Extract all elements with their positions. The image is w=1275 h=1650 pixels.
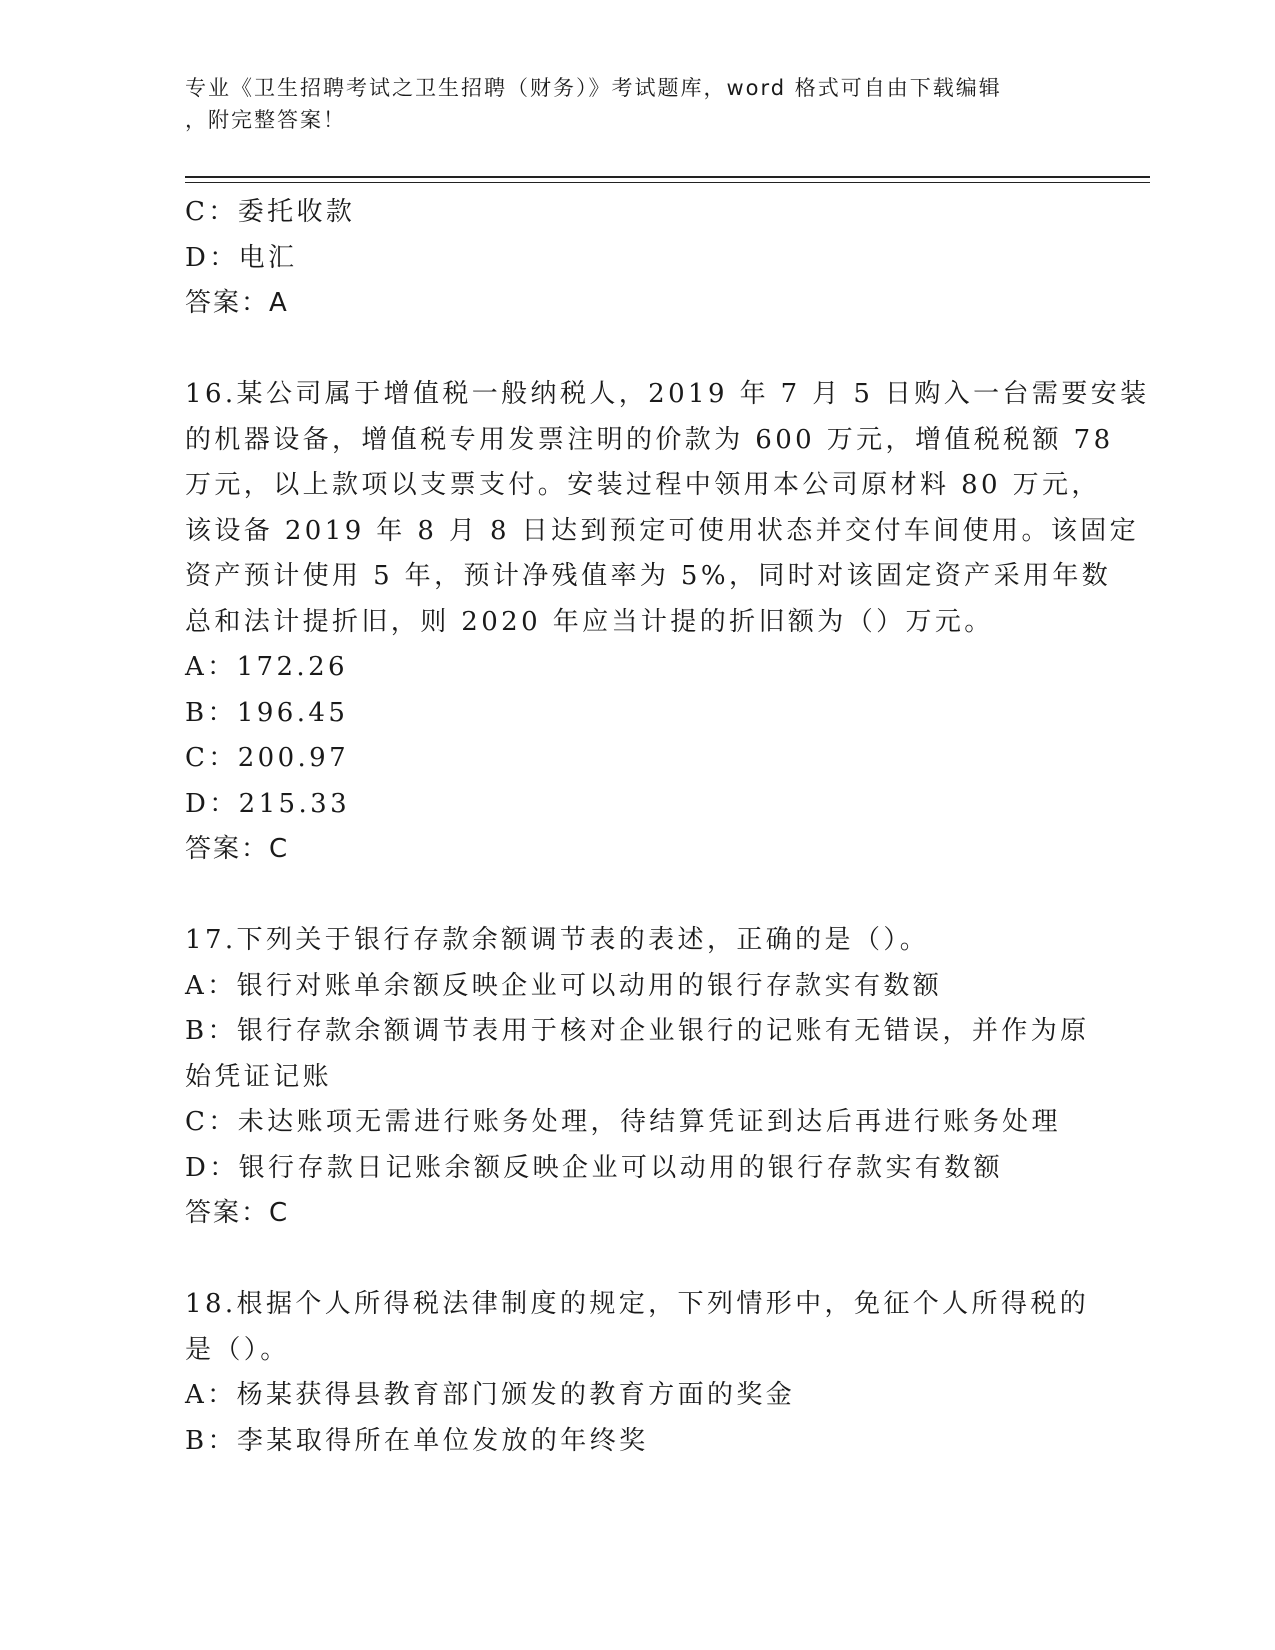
question-text-line: 该设备 2019 年 8 月 8 日达到预定可使用状态并交付车间使用。该固定 (185, 515, 1140, 546)
document-body (185, 190, 1150, 1464)
option-d: D：电汇 (185, 242, 298, 273)
option-b-continued: 始凭证记账 (185, 1061, 333, 1092)
question-17 (185, 918, 1090, 1237)
option-a: A：银行对账单余额反映企业可以动用的银行存款实有数额 (185, 970, 943, 1001)
option-d: D：银行存款日记账余额反映企业可以动用的银行存款实有数额 (185, 1152, 1004, 1183)
header-line-2: ，附完整答案！ (185, 108, 346, 132)
question-text-line: 16.某公司属于增值税一般纳税人，2019 年 7 月 5 日购入一台需要安装 (185, 379, 1150, 409)
header-divider-thin (185, 182, 1150, 183)
answer: 答案：C (185, 1198, 290, 1228)
question-text-line: 的机器设备，增值税专用发票注明的价款为 600 万元，增值税税额 78 (185, 424, 1114, 455)
question-text-line: 总和法计提折旧，则 2020 年应当计提的折旧额为（）万元。 (185, 606, 994, 637)
option-b: B：银行存款余额调节表用于核对企业银行的记账有无错误，并作为原 (185, 1016, 1090, 1046)
answer: 答案：A (185, 288, 289, 318)
question-15-tail (185, 190, 1085, 327)
answer: 答案：C (185, 834, 290, 864)
question-16 (185, 372, 1150, 873)
option-a: A：172.26 (185, 652, 348, 682)
document-header (185, 72, 1065, 136)
header-line-1: 专业《卫生招聘考试之卫生招聘（财务）》考试题库，word 格式可自由下载编辑 (185, 76, 1002, 100)
question-text-line: 万元，以上款项以支票支付。安装过程中领用本公司原材料 80 万元， (185, 470, 1101, 500)
option-b: B：196.45 (185, 697, 349, 728)
header-divider-thick (185, 176, 1150, 178)
option-a: A：杨某获得县教育部门颁发的教育方面的奖金 (185, 1380, 796, 1410)
option-d: D：215.33 (185, 788, 351, 819)
option-c: C：委托收款 (185, 197, 356, 227)
option-c: C：未达账项无需进行账务处理，待结算凭证到达后再进行账务处理 (185, 1107, 1061, 1137)
option-c: C：200.97 (185, 743, 350, 773)
question-18 (185, 1282, 1090, 1464)
option-b: B：李某取得所在单位发放的年终奖 (185, 1425, 649, 1456)
question-text-line: 18.根据个人所得税法律制度的规定，下列情形中，免征个人所得税的 (185, 1289, 1090, 1319)
question-text-line: 17.下列关于银行存款余额调节表的表述，正确的是（）。 (185, 925, 930, 955)
question-text-line: 资产预计使用 5 年，预计净残值率为 5%，同时对该固定资产采用年数 (185, 561, 1112, 591)
question-text-line: 是（）。 (185, 1334, 290, 1365)
